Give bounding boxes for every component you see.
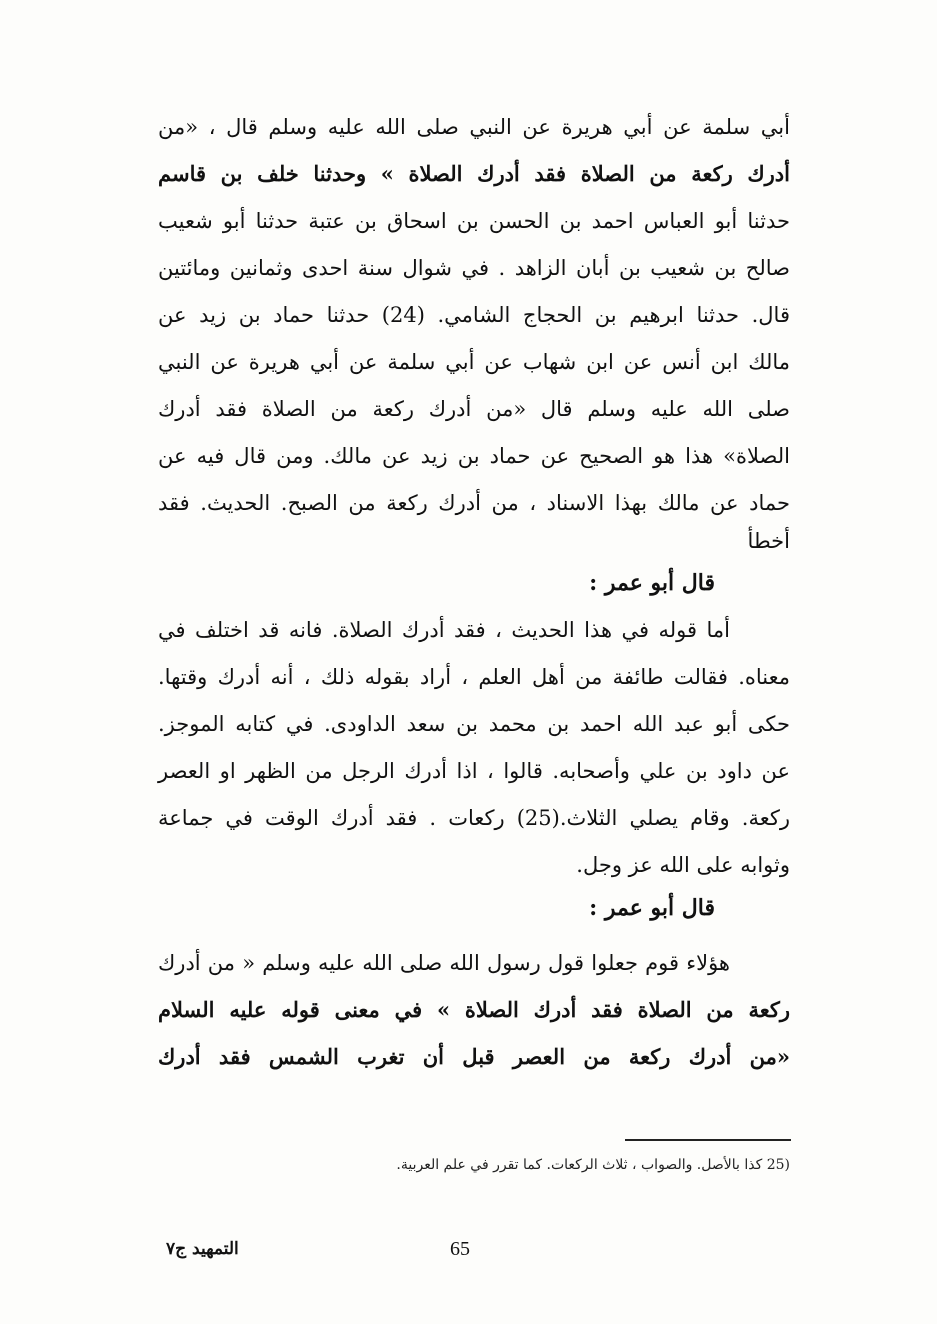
section-heading: قال أبو عمر : xyxy=(589,895,715,921)
text-line: صلى الله عليه وسلم قال «من أدرك ركعة من الصلاة فقد أدرك xyxy=(158,397,791,421)
text-line: ركعة من الصلاة فقد أدرك الصلاة » في معنى قوله عليه السلام xyxy=(158,997,790,1022)
paragraph-interpretation xyxy=(158,940,790,1085)
text-line: أما قوله في هذا الحديث ، فقد أدرك الصلاة. فانه قد اختلف في xyxy=(158,618,730,642)
text-line: عن داود بن علي وأصحابه. قالوا ، اذا أدرك الرجل من الظهر او العصر xyxy=(158,759,790,783)
paragraph-commentary xyxy=(158,607,790,897)
text-line: حماد عن مالك بهذا الاسناد ، من أدرك ركعة من الصبح. الحديث. فقد xyxy=(158,491,790,515)
text-line: أخطأ xyxy=(747,529,790,553)
page-number: 65 xyxy=(450,1238,470,1260)
text-line: مالك ابن أنس عن ابن شهاب عن أبي سلمة عن أبي هريرة عن النبي xyxy=(158,350,790,374)
text-line: وثوابه على الله عز وجل. xyxy=(576,853,790,877)
text-line: معناه. فقالت طائفة من أهل العلم ، أراد بقوله ذلك ، أنه أدرك وقتها. xyxy=(158,665,790,689)
running-title: التمهيد ج٧ xyxy=(166,1239,239,1259)
text-line: ركعة. وقام يصلي الثلاث.(25) ركعات . فقد أدرك الوقت في جماعة xyxy=(158,806,790,830)
text-line: «من أدرك ركعة من العصر قبل أن تغرب الشمس فقد أدرك xyxy=(158,1044,790,1069)
text-line: هؤلاء قوم جعلوا قول رسول الله صلى الله عليه وسلم « من أدرك xyxy=(158,951,730,975)
text-line: الصلاة» هذا هو الصحيح عن حماد بن زيد عن مالك. ومن قال فيه عن xyxy=(158,444,790,468)
text-line: حكى أبو عبد الله احمد بن محمد بن سعد الداودى. في كتابه الموجز. xyxy=(158,712,790,736)
paragraph-hadith-chain xyxy=(158,104,790,564)
footnote: (25 كذا بالأصل. والصواب ، ثلاث الركعات. كما تقرر في علم العربية. xyxy=(396,1157,790,1173)
text-line: أدرك ركعة من الصلاة فقد أدرك الصلاة » وحدثنا خلف بن قاسم xyxy=(158,161,790,186)
text-line: حدثنا أبو العباس احمد بن الحسن بن اسحاق بن عتبة حدثنا أبو شعيب xyxy=(158,209,790,233)
text-line: أبي سلمة عن أبي هريرة عن النبي صلى الله عليه وسلم قال ، «من xyxy=(158,115,790,139)
text-line: صالح بن شعيب بن أبان الزاهد . في شوال سنة احدى وثمانين ومائتين xyxy=(158,256,790,280)
section-heading: قال أبو عمر : xyxy=(589,570,715,596)
text-line: قال. حدثنا ابرهيم بن الحجاج الشامي. (24) حدثنا حماد بن زيد عن xyxy=(158,303,790,327)
footnote-divider xyxy=(625,1139,791,1141)
